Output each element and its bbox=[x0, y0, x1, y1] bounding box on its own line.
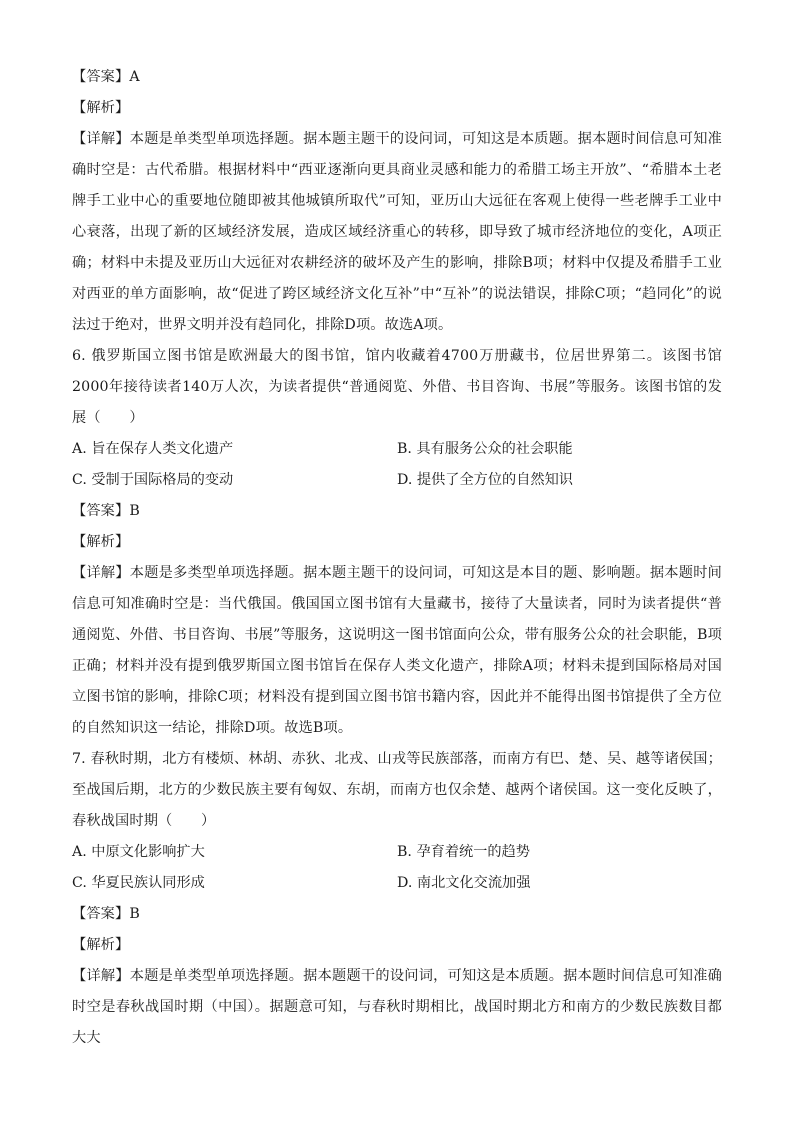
detail-paragraph: 【详解】本题是单类型单项选择题。据本题题干的设问词，可知这是本质题。据本题时间信息可知准确时空是春秋战国时期（中国）。据题意可知，与春秋时期相比，战国时期北方和南方的少数民族数目都大大 bbox=[72, 968, 722, 1046]
detail-paragraph: 【详解】本题是单类型单项选择题。据本题主题干的设问词，可知这是本质题。据本题时间信息可知准确时空是：古代希腊。根据材料中“西亚逐渐向更具商业灵感和能力的希腊工场主开放”、“希腊本土老牌手工业中心的重要地位随即被其他城镇所取代”可知，亚历山大远征在客观上使得一些老牌手工业中心衰落，出现了新的区域经济发展，造成区域经济重心的转移，即导致了城市经济地位的变化，A项正确；材料中未提及亚历山大远征对农耕经济的破坏及产生的影响，排除B项；材料中仅提及希腊手工业对西亚的单方面影响，故“促进了跨区域经济文化互补”中“互补”的说法错误，排除C项；“趋同化”的说法过于绝对，世界文明并没有趋同化，排除D项。故选A项。 bbox=[72, 131, 722, 333]
options-row bbox=[72, 434, 722, 465]
analysis-heading: 【解析】 bbox=[72, 937, 130, 953]
question-stem: 7. 春秋时期，北方有楼烦、林胡、赤狄、北戎、山戎等民族部落，而南方有巴、楚、吴、越等诸侯国；至战国后期，北方的少数民族主要有匈奴、东胡，而南方也仅余楚、越两个诸侯国。这一变化反映了，春秋战国时期（ ） bbox=[72, 751, 722, 829]
options-row bbox=[72, 465, 722, 496]
answer-line: 【答案】B bbox=[72, 906, 140, 922]
option-d[interactable]: D. 南北文化交流加强 bbox=[397, 875, 531, 891]
option-b[interactable]: B. 具有服务公众的社会职能 bbox=[397, 441, 573, 457]
analysis-heading: 【解析】 bbox=[72, 100, 130, 116]
option-b[interactable]: B. 孕育着统一的趋势 bbox=[397, 844, 530, 860]
option-c[interactable]: C. 受制于国际格局的变动 bbox=[72, 472, 234, 488]
answer-line: 【答案】A bbox=[72, 69, 140, 85]
detail-paragraph: 【详解】本题是多类型单项选择题。据本题主题干的设问词，可知这是本目的题、影响题。据本题时间信息可知准确时空是：当代俄国。俄国国立图书馆有大量藏书，接待了大量读者，同时为读者提供“普通阅览、外借、书目咨询、书展”等服务，这说明这一图书馆面向公众，带有服务公众的社会职能，B项正确；材料并没有提到俄罗斯国立图书馆旨在保存人类文化遗产，排除A项；材料未提到国际格局对国立图书馆的影响，排除C项；材料没有提到国立图书馆书籍内容，因此并不能得出图书馆提供了全方位的自然知识这一结论，排除D项。故选B项。 bbox=[72, 565, 722, 736]
analysis-heading: 【解析】 bbox=[72, 534, 130, 550]
options-row bbox=[72, 868, 722, 899]
options-row bbox=[72, 837, 722, 868]
question-stem: 6. 俄罗斯国立图书馆是欧洲最大的图书馆，馆内收藏着4700万册藏书，位居世界第二。该图书馆2000年接待读者140万人次，为读者提供“普通阅览、外借、书目咨询、书展”等服务。该图书馆的发展（ ） bbox=[72, 348, 722, 426]
option-a[interactable]: A. 旨在保存人类文化遗产 bbox=[72, 441, 234, 457]
option-c[interactable]: C. 华夏民族认同形成 bbox=[72, 875, 205, 891]
option-a[interactable]: A. 中原文化影响扩大 bbox=[72, 844, 205, 860]
answer-line: 【答案】B bbox=[72, 503, 140, 519]
document-page bbox=[72, 62, 722, 1054]
option-d[interactable]: D. 提供了全方位的自然知识 bbox=[397, 472, 573, 488]
